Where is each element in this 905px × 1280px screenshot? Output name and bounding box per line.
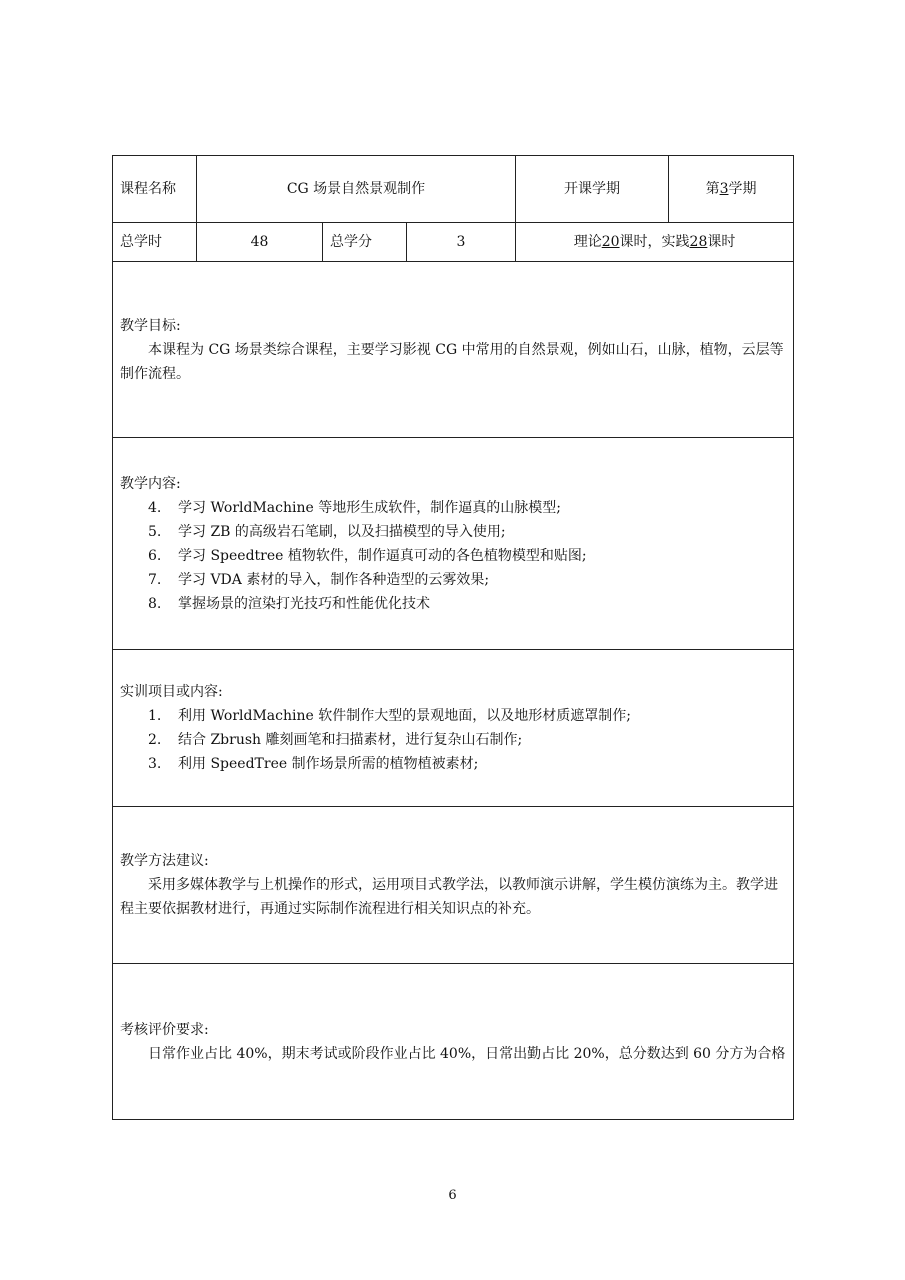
theory-hours: 20 <box>601 234 620 250</box>
content-item <box>120 544 786 568</box>
hours-breakdown-cell <box>516 223 794 262</box>
content-item-number: 4. <box>148 499 162 516</box>
practice-item-text: 利用 SpeedTree 制作场景所需的植物植被素材; <box>178 756 479 772</box>
course-name-label: 课程名称 <box>113 156 197 223</box>
practice-title: 实训项目或内容: <box>120 684 223 700</box>
semester-number: 3 <box>719 181 729 197</box>
practice-hours: 28 <box>689 234 708 250</box>
course-name-value: CG 场景自然景观制作 <box>197 156 516 223</box>
content-item-number: 6. <box>148 547 162 564</box>
total-credits-label: 总学分 <box>323 223 407 262</box>
objectives-section <box>113 262 794 438</box>
theory-suffix: 课时，实践 <box>619 234 690 250</box>
practice-item-number: 3. <box>148 756 162 772</box>
practice-item <box>120 704 786 728</box>
assessment-row <box>113 964 794 1120</box>
content-item-text: 学习 WorldMachine 等地形生成软件，制作逼真的山脉模型; <box>178 499 561 516</box>
hours-row <box>113 223 794 262</box>
methods-row <box>113 807 794 964</box>
theory-prefix: 理论 <box>573 234 602 250</box>
total-hours-value: 48 <box>197 223 323 262</box>
objectives-title: 教学目标: <box>120 317 181 334</box>
semester-prefix: 第 <box>705 181 720 197</box>
content-item-number: 5. <box>148 523 162 540</box>
content-item-number: 8. <box>148 595 162 612</box>
content-item-text: 学习 VDA 素材的导入，制作各种造型的云雾效果; <box>178 571 490 588</box>
practice-item <box>120 752 786 776</box>
objectives-row <box>113 262 794 438</box>
practice-item <box>120 728 786 752</box>
content-item <box>120 520 786 544</box>
practice-suffix: 课时 <box>707 234 736 250</box>
semester-suffix: 学期 <box>728 181 757 197</box>
practice-row <box>113 650 794 807</box>
total-credits-value: 3 <box>407 223 516 262</box>
practice-section <box>113 650 794 807</box>
methods-text: 采用多媒体教学与上机操作的形式，运用项目式教学法，以教师演示讲解，学生模仿演练为主。教学进程主要依据教材进行，再通过实际制作流程进行相关知识点的补充。 <box>120 877 778 917</box>
practice-item-number: 1. <box>148 708 162 724</box>
course-info-table <box>112 155 794 1120</box>
practice-item-text: 利用 WorldMachine 软件制作大型的景观地面，以及地形材质遮罩制作; <box>178 708 631 724</box>
content-item <box>120 568 786 592</box>
content-item <box>120 592 786 616</box>
semester-value-cell <box>669 156 794 223</box>
content-item-number: 7. <box>148 571 162 588</box>
assessment-section <box>113 964 794 1120</box>
practice-item-text: 结合 Zbrush 雕刻画笔和扫描素材，进行复杂山石制作; <box>178 732 523 748</box>
methods-section <box>113 807 794 964</box>
content-section <box>113 438 794 650</box>
content-item-text: 掌握场景的渲染打光技巧和性能优化技术 <box>178 595 430 612</box>
content-item-text: 学习 Speedtree 植物软件，制作逼真可动的各色植物模型和贴图; <box>178 547 587 564</box>
content-title: 教学内容: <box>120 475 181 492</box>
objectives-text: 本课程为 CG 场景类综合课程，主要学习影视 CG 中常用的自然景观，例如山石，山脉，植物，云层等制作流程。 <box>120 341 784 382</box>
total-hours-label: 总学时 <box>113 223 197 262</box>
page-number: 6 <box>448 1188 457 1203</box>
assessment-title: 考核评价要求: <box>120 1021 209 1038</box>
methods-title: 教学方法建议: <box>120 853 209 869</box>
content-row <box>113 438 794 650</box>
course-name-row <box>113 156 794 223</box>
practice-item-number: 2. <box>148 732 162 748</box>
content-item <box>120 496 786 520</box>
semester-label: 开课学期 <box>516 156 669 223</box>
content-item-text: 学习 ZB 的高级岩石笔刷，以及扫描模型的导入使用; <box>178 523 506 540</box>
assessment-text: 日常作业占比 40%，期末考试或阶段作业占比 40%，日常出勤占比 20%，总分数达到 60 分方为合格 <box>148 1045 786 1062</box>
